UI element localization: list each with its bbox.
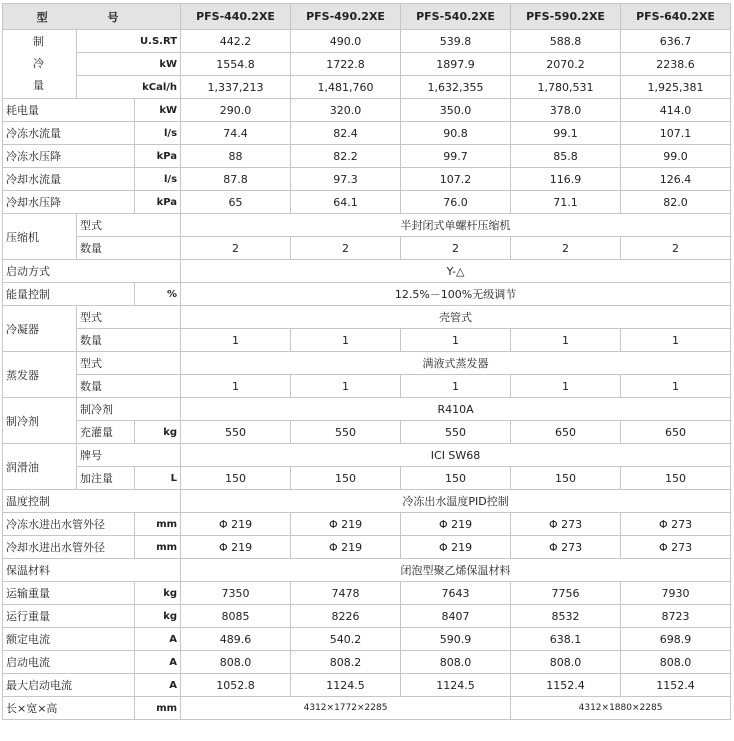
compressor-label: 压缩机 (3, 214, 77, 260)
condenser-qty-row (3, 329, 731, 352)
value-cell: 1,925,381 (621, 76, 731, 99)
model-name: PFS-490.2XE (291, 4, 401, 30)
value-cell: 150 (291, 467, 401, 490)
value-cell: 650 (621, 421, 731, 444)
value-cell: 8723 (621, 605, 731, 628)
value-cell: 8407 (401, 605, 511, 628)
unit-label: U.S.RT (77, 30, 181, 53)
evaporator-label: 蒸发器 (3, 352, 77, 398)
value-cell: 1,632,355 (401, 76, 511, 99)
spec-row (3, 191, 731, 214)
value-cell: 99.7 (401, 145, 511, 168)
value-cell: 2238.6 (621, 53, 731, 76)
value-cell: 2 (181, 237, 291, 260)
value-cell: 539.8 (401, 30, 511, 53)
sub-label: 型式 (77, 352, 181, 375)
value-cell: 2070.2 (511, 53, 621, 76)
value-cell: 636.7 (621, 30, 731, 53)
unit-label: kPa (135, 191, 181, 214)
value-cell: 442.2 (181, 30, 291, 53)
row-label: 长×宽×高 (3, 697, 135, 720)
value-cell: 1897.9 (401, 53, 511, 76)
value-cell: 588.8 (511, 30, 621, 53)
value-cell: 1 (181, 375, 291, 398)
value-cell: Φ 219 (181, 536, 291, 559)
row-label: 冷冻水压降 (3, 145, 135, 168)
spec-table (2, 3, 731, 720)
value-cell: Φ 273 (511, 513, 621, 536)
unit-label: kPa (135, 145, 181, 168)
oil-charge-row (3, 467, 731, 490)
spec-row (3, 582, 731, 605)
value-cell: 698.9 (621, 628, 731, 651)
condenser-type-row (3, 306, 731, 329)
row-label: 耗电量 (3, 99, 135, 122)
value-cell: 1152.4 (621, 674, 731, 697)
refrigerant-charge-row (3, 421, 731, 444)
value-cell: 2 (401, 237, 511, 260)
sub-label: 牌号 (77, 444, 181, 467)
unit-label: L (135, 467, 181, 490)
value-cell: 808.2 (291, 651, 401, 674)
pipe-row (3, 536, 731, 559)
unit-label: kW (135, 99, 181, 122)
insulation-row (3, 559, 731, 582)
unit-label: mm (135, 536, 181, 559)
model-name: PFS-440.2XE (181, 4, 291, 30)
value-cell: 1,481,760 (291, 76, 401, 99)
value-cell: Φ 273 (621, 536, 731, 559)
row-label: 冷却水流量 (3, 168, 135, 191)
value-cell: 1124.5 (401, 674, 511, 697)
value-cell: 7930 (621, 582, 731, 605)
value-cell: Φ 219 (181, 513, 291, 536)
row-label: 最大启动电流 (3, 674, 135, 697)
evaporator-qty-row (3, 375, 731, 398)
temp-control-row (3, 490, 731, 513)
value-cell: 808.0 (621, 651, 731, 674)
cooling-row (3, 30, 731, 53)
model-header-label: 型 号 (3, 4, 181, 30)
sub-label: 数量 (77, 237, 181, 260)
unit-label: mm (135, 697, 181, 720)
value-cell: 414.0 (621, 99, 731, 122)
value-cell: 1 (401, 375, 511, 398)
dimension-value: 4312×1772×2285 (181, 697, 511, 720)
row-label: 温度控制 (3, 490, 181, 513)
span-value: ICI SW68 (181, 444, 731, 467)
unit-label: kW (77, 53, 181, 76)
value-cell: 320.0 (291, 99, 401, 122)
spec-row (3, 628, 731, 651)
condenser-label: 冷凝器 (3, 306, 77, 352)
unit-label: kg (135, 605, 181, 628)
value-cell: 99.0 (621, 145, 731, 168)
value-cell: 88 (181, 145, 291, 168)
value-cell: 1722.8 (291, 53, 401, 76)
unit-label: % (135, 283, 181, 306)
value-cell: 1 (511, 375, 621, 398)
value-cell: 1,780,531 (511, 76, 621, 99)
value-cell: 550 (181, 421, 291, 444)
value-cell: 150 (621, 467, 731, 490)
sub-label: 数量 (77, 375, 181, 398)
value-cell: 1554.8 (181, 53, 291, 76)
value-cell: 1152.4 (511, 674, 621, 697)
value-cell: 638.1 (511, 628, 621, 651)
value-cell: 107.2 (401, 168, 511, 191)
span-value: R410A (181, 398, 731, 421)
value-cell: 1052.8 (181, 674, 291, 697)
row-label: 冷却水进出水管外径 (3, 536, 135, 559)
value-cell: 1124.5 (291, 674, 401, 697)
row-label: 冷却水压降 (3, 191, 135, 214)
unit-label: A (135, 651, 181, 674)
value-cell: 116.9 (511, 168, 621, 191)
header-row (3, 4, 731, 30)
compressor-type-row (3, 214, 731, 237)
value-cell: 74.4 (181, 122, 291, 145)
value-cell: 590.9 (401, 628, 511, 651)
value-cell: 82.2 (291, 145, 401, 168)
unit-label: kg (135, 582, 181, 605)
value-cell: 2 (511, 237, 621, 260)
oil-label: 润滑油 (3, 444, 77, 490)
value-cell: 99.1 (511, 122, 621, 145)
value-cell: 540.2 (291, 628, 401, 651)
value-cell: 126.4 (621, 168, 731, 191)
value-cell: 550 (401, 421, 511, 444)
value-cell: 82.0 (621, 191, 731, 214)
value-cell: 150 (181, 467, 291, 490)
unit-label: l/s (135, 168, 181, 191)
value-cell: 7350 (181, 582, 291, 605)
sub-label: 型式 (77, 214, 181, 237)
row-label: 启动方式 (3, 260, 181, 283)
value-cell: 64.1 (291, 191, 401, 214)
value-cell: 8085 (181, 605, 291, 628)
unit-label: A (135, 628, 181, 651)
row-label: 保温材料 (3, 559, 181, 582)
spec-row (3, 674, 731, 697)
value-cell: 808.0 (511, 651, 621, 674)
row-label: 运输重量 (3, 582, 135, 605)
refrigerant-label: 制冷剂 (3, 398, 77, 444)
span-value: 壳管式 (181, 306, 731, 329)
value-cell: 87.8 (181, 168, 291, 191)
sub-label: 制冷剂 (77, 398, 181, 421)
unit-label: kCal/h (77, 76, 181, 99)
value-cell: 1 (621, 375, 731, 398)
value-cell: 76.0 (401, 191, 511, 214)
value-cell: 808.0 (181, 651, 291, 674)
cooling-label: 制 冷 量 (3, 30, 77, 99)
row-label: 能量控制 (3, 283, 135, 306)
spec-row (3, 99, 731, 122)
value-cell: 1 (401, 329, 511, 352)
unit-label: kg (135, 421, 181, 444)
model-name: PFS-640.2XE (621, 4, 731, 30)
pipe-row (3, 513, 731, 536)
value-cell: Φ 219 (401, 513, 511, 536)
value-cell: 650 (511, 421, 621, 444)
span-value: 12.5%－100%无级调节 (181, 283, 731, 306)
cooling-row (3, 76, 731, 99)
value-cell: 90.8 (401, 122, 511, 145)
cooling-row (3, 53, 731, 76)
value-cell: 550 (291, 421, 401, 444)
span-value: Y-△ (181, 260, 731, 283)
value-cell: 2 (621, 237, 731, 260)
dimension-value: 4312×1880×2285 (511, 697, 731, 720)
value-cell: 8226 (291, 605, 401, 628)
value-cell: 1 (291, 329, 401, 352)
spec-row (3, 168, 731, 191)
value-cell: 2 (291, 237, 401, 260)
value-cell: Φ 219 (291, 536, 401, 559)
value-cell: 85.8 (511, 145, 621, 168)
row-label: 冷冻水进出水管外径 (3, 513, 135, 536)
unit-label: l/s (135, 122, 181, 145)
span-value: 半封闭式单螺杆压缩机 (181, 214, 731, 237)
span-value: 冷冻出水温度PID控制 (181, 490, 731, 513)
value-cell: 107.1 (621, 122, 731, 145)
span-value: 满液式蒸发器 (181, 352, 731, 375)
evaporator-type-row (3, 352, 731, 375)
sub-label: 数量 (77, 329, 181, 352)
value-cell: 97.3 (291, 168, 401, 191)
sub-label: 型式 (77, 306, 181, 329)
unit-label: mm (135, 513, 181, 536)
compressor-qty-row (3, 237, 731, 260)
value-cell: 1 (291, 375, 401, 398)
value-cell: 65 (181, 191, 291, 214)
oil-brand-row (3, 444, 731, 467)
value-cell: Φ 219 (401, 536, 511, 559)
value-cell: 1 (621, 329, 731, 352)
value-cell: 7643 (401, 582, 511, 605)
value-cell: Φ 273 (511, 536, 621, 559)
spec-row (3, 605, 731, 628)
value-cell: 808.0 (401, 651, 511, 674)
value-cell: 150 (511, 467, 621, 490)
dimensions-row (3, 697, 731, 720)
value-cell: 150 (401, 467, 511, 490)
model-name: PFS-590.2XE (511, 4, 621, 30)
row-label: 额定电流 (3, 628, 135, 651)
sub-label: 充灌量 (77, 421, 135, 444)
value-cell: 290.0 (181, 99, 291, 122)
value-cell: 1 (181, 329, 291, 352)
unit-label: A (135, 674, 181, 697)
value-cell: 490.0 (291, 30, 401, 53)
span-value: 闭泡型聚乙烯保温材料 (181, 559, 731, 582)
value-cell: 1,337,213 (181, 76, 291, 99)
value-cell: 71.1 (511, 191, 621, 214)
sub-label: 加注量 (77, 467, 135, 490)
spec-row (3, 122, 731, 145)
value-cell: 1 (511, 329, 621, 352)
value-cell: 489.6 (181, 628, 291, 651)
spec-row (3, 145, 731, 168)
value-cell: Φ 273 (621, 513, 731, 536)
spec-row (3, 651, 731, 674)
capacity-control-row (3, 283, 731, 306)
value-cell: 7478 (291, 582, 401, 605)
row-label: 冷冻水流量 (3, 122, 135, 145)
value-cell: 350.0 (401, 99, 511, 122)
value-cell: 7756 (511, 582, 621, 605)
start-method-row (3, 260, 731, 283)
value-cell: 8532 (511, 605, 621, 628)
row-label: 运行重量 (3, 605, 135, 628)
value-cell: 82.4 (291, 122, 401, 145)
refrigerant-type-row (3, 398, 731, 421)
row-label: 启动电流 (3, 651, 135, 674)
value-cell: Φ 219 (291, 513, 401, 536)
model-name: PFS-540.2XE (401, 4, 511, 30)
value-cell: 378.0 (511, 99, 621, 122)
